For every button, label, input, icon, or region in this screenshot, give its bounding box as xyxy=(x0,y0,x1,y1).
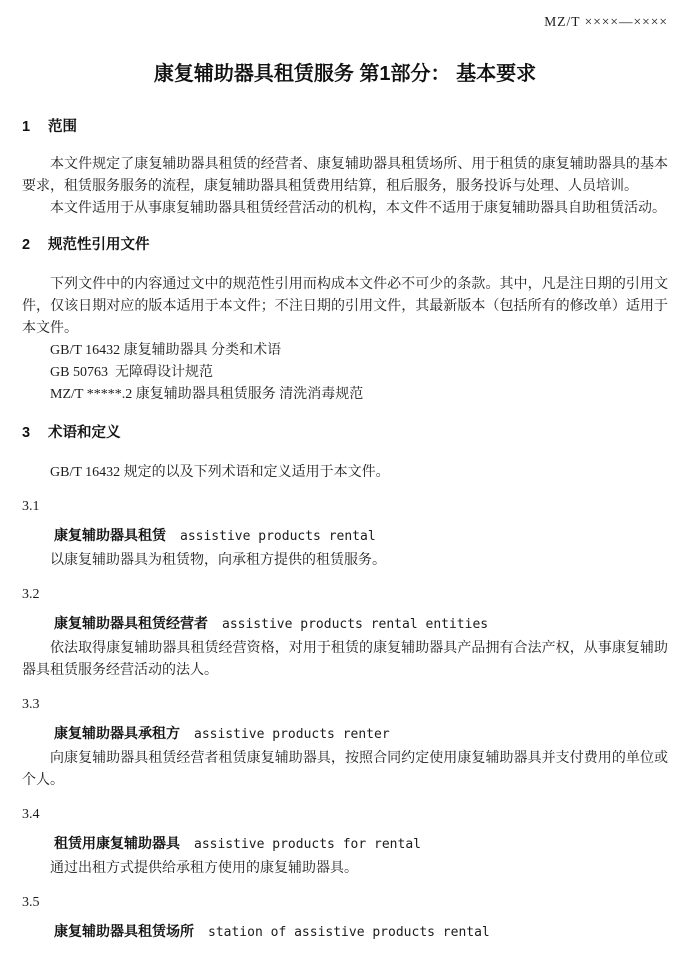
term-definition: 通过出租方式提供给承租方使用的康复辅助器具。 xyxy=(50,861,358,876)
reference-item: GB 50763 无障碍设计规范 xyxy=(50,365,213,380)
term-entry xyxy=(22,892,668,944)
term-title-line xyxy=(22,920,668,944)
term-chinese: 康复辅助器具租赁场所 xyxy=(54,923,194,939)
term-english: assistive products rental xyxy=(180,529,376,544)
term-title-line xyxy=(22,612,668,636)
term-chinese: 租赁用康复辅助器具 xyxy=(54,835,180,851)
section-2-title: 规范性引用文件 xyxy=(48,237,150,253)
term-definition: 以康复辅助器具为租赁物，向承租方提供的租赁服务。 xyxy=(50,553,386,568)
term-number: 3.4 xyxy=(22,807,40,822)
scope-paragraph-2: 本文件适用于从事康复辅助器具租赁经营活动的机构，本文件不适用于康复辅助器具自助租赁活动。 xyxy=(50,201,666,216)
section-1-heading xyxy=(22,116,668,138)
section-1-title: 范围 xyxy=(48,119,77,135)
term-english: assistive products for rental xyxy=(194,837,421,852)
document-title: 康复辅助器具租赁服务 第1部分： 基本要求 xyxy=(153,63,537,85)
reference-item: MZ/T *****.2 康复辅助器具租赁服务 清洗消毒规范 xyxy=(50,387,364,402)
term-english: station of assistive products rental xyxy=(208,925,490,940)
terms-intro: GB/T 16432 规定的以及下列术语和定义适用于本文件。 xyxy=(50,465,390,480)
term-english: assistive products rental entities xyxy=(222,617,489,632)
standard-number: MZ/T ××××—×××× xyxy=(544,14,668,29)
section-2-heading xyxy=(22,234,668,256)
reference-item: GB/T 16432 康复辅助器具 分类和术语 xyxy=(50,343,282,358)
section-3-title: 术语和定义 xyxy=(48,425,121,441)
term-entry xyxy=(22,584,668,682)
term-chinese: 康复辅助器具承租方 xyxy=(54,725,180,741)
term-entry xyxy=(22,804,668,880)
term-number: 3.2 xyxy=(22,587,40,602)
term-title-line xyxy=(22,524,668,548)
term-chinese: 康复辅助器具租赁经营者 xyxy=(54,615,208,631)
term-number: 3.5 xyxy=(22,895,40,910)
normative-refs-paragraph: 下列文件中的内容通过文中的规范性引用而构成本文件必不可少的条款。其中，凡是注日期的引用文件，仅该日期对应的版本适用于本文件；不注日期的引用文件，其最新版本（包括所有的修改单）适用于本文件。 xyxy=(22,277,668,336)
term-chinese: 康复辅助器具租赁 xyxy=(54,527,166,543)
term-entry xyxy=(22,496,668,572)
section-3-number: 3 xyxy=(22,425,31,441)
term-definition: 向康复辅助器具租赁经营者租赁康复辅助器具，按照合同约定使用康复辅助器具并支付费用的单位或个人。 xyxy=(22,751,668,788)
section-2-number: 2 xyxy=(22,237,31,253)
term-number: 3.1 xyxy=(22,499,40,514)
section-3-heading xyxy=(22,422,668,444)
term-number: 3.3 xyxy=(22,697,40,712)
scope-paragraph-1: 本文件规定了康复辅助器具租赁的经营者、康复辅助器具租赁场所、用于租赁的康复辅助器具的基本要求，租赁服务服务的流程，康复辅助器具租赁费用结算，租后服务，服务投诉与处理、人员培训。 xyxy=(22,157,668,194)
term-entry xyxy=(22,694,668,792)
term-title-line xyxy=(22,832,668,856)
term-english: assistive products renter xyxy=(194,727,390,742)
section-1-number: 1 xyxy=(22,119,31,135)
term-title-line xyxy=(22,722,668,746)
term-definition: 依法取得康复辅助器具租赁经营资格，对用于租赁的康复辅助器具产品拥有合法产权，从事康复辅助器具租赁服务经营活动的法人。 xyxy=(22,641,668,678)
